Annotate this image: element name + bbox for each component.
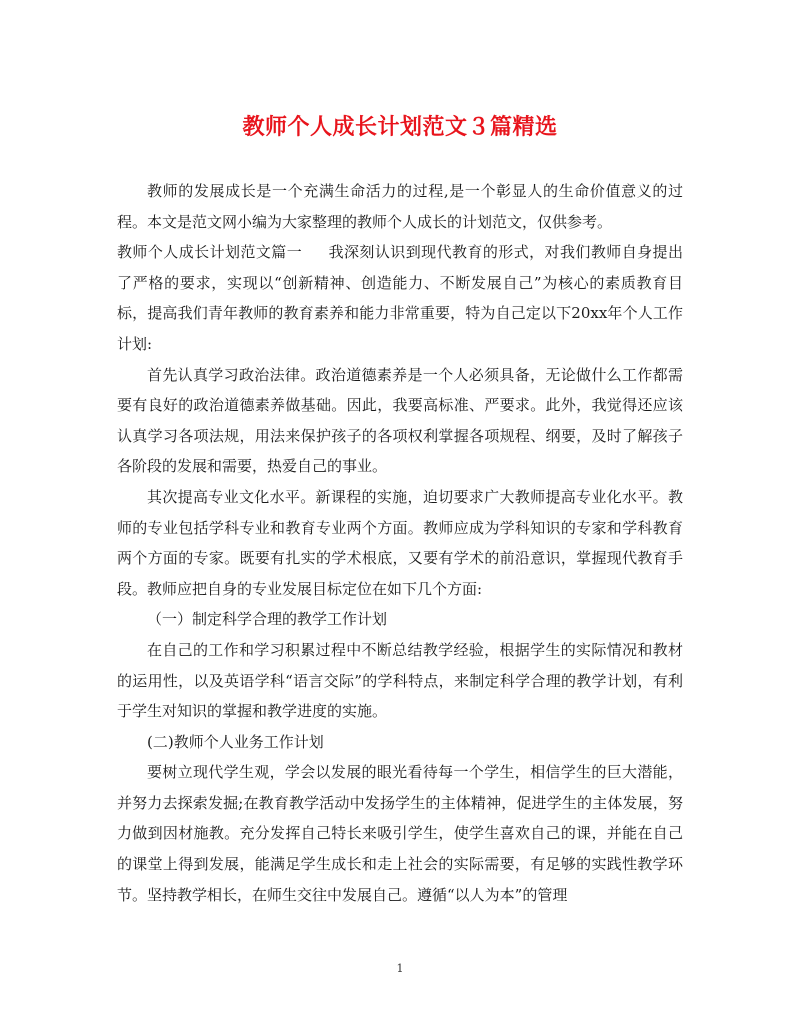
section1-paragraph: [117, 237, 683, 359]
paragraph-teaching-plan: 在自己的工作和学习积累过程中不断总结教学经验，根据学生的实际情况和教材的运用性，以及英语学科“语言交际”的学科特点，来制定科学合理的教学计划，有利于学生对知识的掌握和教学进度的实施。: [117, 640, 683, 721]
subheading-teaching-plan: （一）制定科学合理的教学工作计划: [147, 610, 388, 629]
page-number: 1: [396, 962, 404, 975]
document-body: [117, 176, 683, 910]
paragraph-politics: 首先认真学习政治法律。政治道德素养是一个人必须具备，无论做什么工作都需要有良好的政治道德素养做基础。因此，我要高标准、严要求。此外，我觉得还应该认真学习各项法规，用法来保护孩子的各项权利掌握各项规程、纲要，及时了解孩子各阶段的发展和需要，热爱自己的事业。: [117, 365, 683, 476]
paragraph-personal-plan: 要树立现代学生观，学会以发展的眼光看待每一个学生，相信学生的巨大潜能，并努力去探索发掘;在教育教学活动中发扬学生的主体精神，促进学生的主体发展，努力做到因材施教。充分发挥自己特长来吸引学生，使学生喜欢自己的课，并能在自己的课堂上得到发展，能满足学生成长和走上社会的实际需要，有足够的实践性教学环节。坚持教学相长，在师生交往中发展自己。遵循“以人为本”的管理: [117, 763, 683, 904]
subheading-personal-plan: (二)教师个人业务工作计划: [147, 732, 324, 751]
document-title: 教师个人成长计划范文３篇精选: [242, 114, 558, 140]
section1-heading: 教师个人成长计划范文篇一: [117, 243, 303, 262]
paragraph-professional: 其次提高专业文化水平。新课程的实施，迫切要求广大教师提高专业化水平。教师的专业包括学科专业和教育专业两个方面。教师应成为学科知识的专家和学科教育两个方面的专家。既要有扎实的学术根底，又要有学术的前沿意识，掌握现代教育手段。教师应把自身的专业发展目标定位在如下几个方面:: [117, 487, 683, 598]
intro-paragraph: 教师的发展成长是一个充满生命活力的过程,是一个彰显人的生命价值意义的过程。本文是范文网小编为大家整理的教师个人成长的计划范文，仅供参考。: [117, 182, 683, 231]
section1-lead: 我深刻认识到现代教育的形式，对我们教师自身提出了严格的要求，实现以“创新精神、创造能力、不断发展自己”为核心的素质教育目标，提高我们青年教师的教育素养和能力非常重要，特为自己定以下20xx年个人工作计划:: [117, 243, 683, 353]
